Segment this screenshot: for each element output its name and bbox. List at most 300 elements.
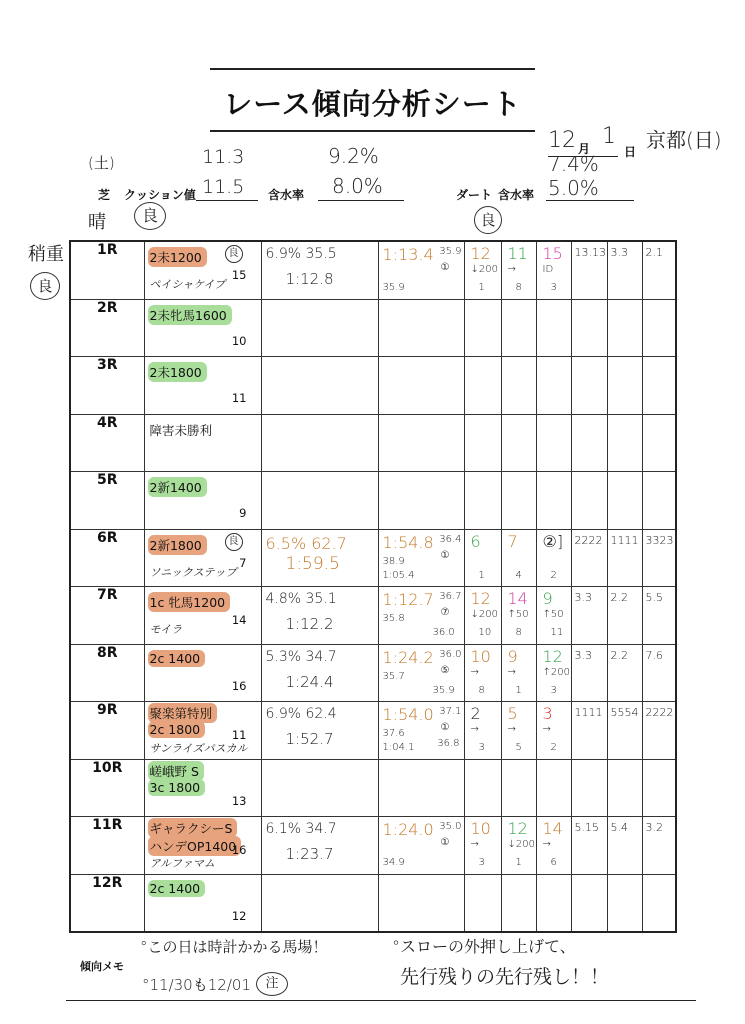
placing-cell [536, 644, 571, 702]
pace-cell [261, 817, 378, 875]
placing-horse-number: 10 [470, 646, 491, 666]
pace-time: 1:59.5 [285, 553, 340, 574]
placing-popularity: 10 [478, 627, 492, 638]
corner-cell [607, 817, 642, 875]
pace-first-half: 5.3% 34.7 [265, 648, 337, 665]
corner-cell [571, 299, 607, 357]
placing-cell [501, 357, 536, 415]
corner-cell [642, 874, 676, 932]
placing-box [537, 702, 571, 759]
race-number: 10R [70, 759, 144, 817]
time-cell [378, 472, 464, 530]
winning-time: 1:24.0 [382, 820, 434, 839]
placing-cell [501, 644, 536, 702]
runner-count: 16 [231, 678, 247, 693]
time-cell [378, 587, 464, 645]
month-label: 月 [578, 142, 591, 156]
race-condition: 3c 1800 [148, 779, 206, 796]
race-row [70, 874, 676, 932]
placing-cell [536, 874, 571, 932]
race-number: 11R [70, 817, 144, 875]
corner-cell [642, 644, 676, 702]
turf-moisture-value-2: 8.0% [332, 174, 383, 198]
day-label: 日 [624, 145, 637, 159]
placing-horse-number: 14 [542, 819, 563, 838]
venue-note: 京都(日) [646, 128, 722, 152]
corner-cell [607, 357, 642, 415]
time-box [379, 530, 464, 587]
placing-box [537, 242, 571, 299]
placing-horse-number: 2 [470, 704, 481, 723]
winner-name: サンライズパスカル [149, 742, 248, 755]
memo-rule [66, 1000, 696, 1001]
dirt-condition-circle: 良 [474, 206, 502, 234]
placing-move: → [542, 839, 551, 850]
placing-cell [464, 414, 501, 472]
placing-horse-number: 6 [470, 531, 481, 551]
race-row [70, 702, 676, 760]
corner-positions: 5.4 [610, 821, 628, 834]
placing-box [465, 242, 501, 299]
race-row [70, 587, 676, 645]
race-row [70, 472, 676, 530]
condition-mark: 良 [225, 533, 243, 551]
time-box [379, 817, 464, 874]
placing-cell [464, 759, 501, 817]
race-condition-box [145, 530, 261, 587]
placing-box [465, 587, 501, 644]
turf-label: 芝 [98, 188, 111, 202]
placing-cell [464, 817, 501, 875]
race-condition: 2未1200 [148, 247, 207, 267]
dirt-moisture-underline [546, 200, 634, 201]
time-cell [378, 299, 464, 357]
placing-cell [536, 357, 571, 415]
corner-cell [607, 472, 642, 530]
placing-cell [464, 472, 501, 530]
last-3f: 37.1 [439, 706, 462, 717]
race-condition: 1c 牝馬1200 [148, 592, 231, 612]
race-condition-box [145, 242, 261, 299]
corner-positions: 2.1 [645, 246, 663, 259]
memo-caution-circle: 注 [256, 972, 288, 996]
time-cell [378, 874, 464, 932]
pace-time: 1:23.7 [285, 845, 334, 863]
placing-cell [501, 702, 536, 760]
title-top-rule [210, 68, 535, 70]
runner-count: 13 [231, 793, 247, 808]
placing-popularity: 8 [478, 684, 485, 696]
race-condition-box [145, 472, 261, 529]
placing-horse-number: 5 [507, 704, 518, 723]
placing-cell [501, 529, 536, 587]
placing-popularity: 8 [515, 627, 522, 638]
race-name: 聚楽第特別 [148, 703, 218, 723]
corner-positions: 2222 [574, 533, 603, 547]
placing-box [465, 817, 501, 874]
placing-move: ↑50 [542, 609, 564, 620]
cushion-underline [196, 200, 258, 201]
race-condition: 障害未勝利 [149, 422, 213, 438]
placing-cell [536, 414, 571, 472]
placing-popularity: 11 [550, 627, 564, 638]
sheet-title: レース傾向分析シート [223, 87, 522, 121]
placing-horse-number: 9 [542, 589, 553, 608]
winning-time: 1:54.0 [382, 705, 434, 724]
runner-count: 9 [239, 506, 247, 520]
race-row [70, 817, 676, 875]
month-value: 12 [548, 128, 576, 153]
placing-cell [501, 472, 536, 530]
time-cell [378, 414, 464, 472]
race-condition-box [145, 702, 261, 759]
race-table [69, 240, 677, 933]
corner-cell [642, 587, 676, 645]
placing-box [502, 817, 536, 874]
memo-label: 傾向メモ [80, 960, 124, 973]
winner-popularity: ① [440, 262, 450, 273]
lap-extra-2: 36.8 [437, 738, 460, 749]
corner-cell [642, 472, 676, 530]
placing-cell [501, 759, 536, 817]
placing-cell [464, 644, 501, 702]
race-condition-cell [144, 874, 261, 932]
side-note-circle: 良 [30, 272, 60, 300]
placing-popularity: 8 [515, 282, 522, 293]
placing-cell [501, 299, 536, 357]
placing-popularity: 3 [478, 742, 485, 753]
corner-positions: 3.3 [574, 591, 592, 604]
placing-cell [464, 241, 501, 299]
runner-count: 11 [231, 391, 247, 405]
corner-positions: 5.15 [574, 821, 599, 834]
first-3f: 35.7 [382, 670, 405, 682]
corner-cell [642, 414, 676, 472]
corner-cell [642, 529, 676, 587]
lap-extra: 35.9 [432, 684, 455, 696]
pace-time: 1:12.2 [285, 615, 334, 633]
placing-cell [464, 529, 501, 587]
race-number: 6R [70, 529, 144, 587]
corner-cell [607, 299, 642, 357]
pace-cell [261, 644, 378, 702]
memo-left-line-1: °この日は時計かかる馬場！ [140, 938, 328, 956]
placing-cell [501, 587, 536, 645]
placing-popularity: 3 [478, 857, 485, 868]
placing-popularity: 1 [478, 282, 485, 293]
placing-popularity: 1 [515, 684, 522, 696]
placing-box [502, 530, 536, 587]
race-row [70, 414, 676, 472]
winning-time: 1:54.8 [382, 532, 434, 552]
memo-left-line-2: °11/30も12/01 [142, 976, 251, 994]
placing-box [537, 530, 571, 587]
placing-move: ↓200 [507, 839, 535, 850]
placing-move: → [542, 724, 551, 735]
placing-move: → [470, 839, 479, 850]
corner-cell [571, 874, 607, 932]
race-condition: 2c 1400 [148, 650, 206, 667]
placing-horse-number: 7 [507, 531, 518, 551]
winner-popularity: ① [440, 837, 450, 848]
saturday-note: (土) [88, 154, 115, 172]
runner-count: 11 [231, 728, 247, 742]
placing-box [502, 645, 536, 702]
turf-moisture-underline [318, 200, 404, 201]
race-row [70, 241, 676, 299]
corner-positions: 5.5 [645, 591, 663, 604]
race-condition-cell [144, 529, 261, 587]
corner-cell [571, 414, 607, 472]
condition-mark: 良 [225, 245, 243, 263]
placing-popularity: 3 [550, 282, 557, 293]
race-condition-cell [144, 644, 261, 702]
corner-cell [571, 529, 607, 587]
race-condition: 2未牝馬1600 [148, 305, 232, 325]
placing-cell [501, 817, 536, 875]
placing-popularity: 2 [550, 742, 557, 753]
race-condition-cell [144, 241, 261, 299]
pace-first-half: 6.1% 34.7 [265, 821, 337, 837]
time-cell [378, 817, 464, 875]
winner-name: ソニックステップ [149, 565, 237, 579]
race-condition: ハンデOP1400 [148, 836, 242, 856]
last-3f: 35.0 [439, 821, 462, 832]
placing-horse-number: 15 [542, 244, 563, 263]
pace-cell [261, 529, 378, 587]
race-condition-cell [144, 357, 261, 415]
dirt-moisture-value-1: 7.4% [548, 152, 599, 176]
title-bottom-rule [210, 130, 535, 132]
corner-cell [642, 299, 676, 357]
winner-popularity: ⑦ [440, 607, 450, 618]
race-number: 9R [70, 702, 144, 760]
race-condition-box [145, 760, 261, 817]
placing-horse-number: 10 [470, 819, 491, 838]
race-condition-box [145, 875, 261, 932]
pace-time: 1:12.8 [285, 270, 334, 288]
corner-cell [571, 241, 607, 299]
race-condition-cell [144, 472, 261, 530]
race-row [70, 529, 676, 587]
runner-count: 10 [231, 333, 247, 348]
race-condition-box [145, 357, 261, 414]
race-condition: 2c 1800 [148, 721, 206, 738]
placing-cell [464, 702, 501, 760]
placing-box [465, 530, 501, 587]
cushion-value-2: 11.5 [202, 176, 245, 198]
placing-cell [464, 874, 501, 932]
corner-positions: 3.3 [574, 648, 592, 662]
first-3f: 37.6 [382, 728, 405, 739]
placing-horse-number: 14 [507, 589, 528, 608]
pace-box [262, 817, 378, 874]
placing-horse-number: 12 [470, 244, 491, 263]
winner-name: ペイシャケイプ [149, 278, 226, 291]
placing-box [537, 645, 571, 702]
time-cell [378, 759, 464, 817]
corner-cell [571, 587, 607, 645]
day-value: 1 [602, 124, 616, 149]
lap-extra: 1:04.1 [382, 742, 415, 753]
corner-cell [571, 702, 607, 760]
pace-box [262, 530, 378, 587]
corner-positions: 7.6 [645, 648, 663, 662]
turf-moisture-label: 含水率 [268, 188, 305, 202]
dirt-label: ダート [456, 188, 493, 202]
lap-extra: 36.0 [432, 627, 455, 638]
dirt-moisture-label: 含水率 [498, 188, 535, 202]
corner-positions: 2222 [645, 706, 674, 719]
last-3f: 36.0 [439, 648, 462, 660]
placing-cell [501, 241, 536, 299]
corner-cell [642, 817, 676, 875]
pace-cell [261, 299, 378, 357]
placing-box [537, 587, 571, 644]
last-3f: 36.7 [439, 591, 462, 602]
race-condition: 2新1400 [148, 477, 207, 497]
pace-cell [261, 357, 378, 415]
pace-box [262, 242, 378, 299]
winning-time: 1:12.7 [382, 590, 434, 609]
placing-box [502, 702, 536, 759]
placing-move: ↓200 [470, 264, 498, 275]
corner-cell [571, 759, 607, 817]
race-condition-box [145, 300, 261, 357]
race-condition-cell [144, 759, 261, 817]
pace-cell [261, 587, 378, 645]
placing-cell [536, 759, 571, 817]
memo-right-line-1: °スローの外押し上げて、 [392, 937, 576, 956]
corner-positions: 2.2 [610, 648, 628, 662]
race-condition-box [145, 587, 261, 644]
placing-cell [536, 587, 571, 645]
time-box [379, 702, 464, 759]
race-number: 5R [70, 472, 144, 530]
placing-horse-number: 9 [507, 646, 518, 666]
placing-popularity: 2 [550, 569, 557, 581]
placing-popularity: 4 [515, 569, 522, 581]
corner-cell [607, 644, 642, 702]
last-3f: 35.9 [439, 246, 462, 257]
pace-cell [261, 414, 378, 472]
race-condition-cell [144, 414, 261, 472]
placing-popularity: 6 [550, 857, 557, 868]
placing-popularity: 5 [515, 742, 522, 753]
runner-count: 14 [231, 613, 247, 627]
runner-count: 15 [231, 268, 247, 282]
placing-cell [464, 587, 501, 645]
corner-cell [642, 759, 676, 817]
placing-move: → [507, 724, 516, 735]
placing-horse-number: 11 [507, 244, 528, 263]
pace-first-half: 4.8% 35.1 [265, 591, 337, 607]
pace-cell [261, 874, 378, 932]
corner-cell [642, 357, 676, 415]
winning-time: 1:24.2 [382, 647, 434, 667]
placing-box [502, 242, 536, 299]
turf-condition-circle: 良 [134, 202, 166, 230]
corner-cell [642, 702, 676, 760]
placing-cell [536, 529, 571, 587]
corner-cell [607, 874, 642, 932]
placing-cell [464, 357, 501, 415]
race-condition-box [145, 817, 261, 874]
corner-cell [571, 644, 607, 702]
race-condition-cell [144, 587, 261, 645]
placing-popularity: 1 [478, 569, 485, 581]
placing-cell [536, 817, 571, 875]
race-condition: 2c 1400 [148, 880, 206, 897]
corner-cell [642, 241, 676, 299]
placing-cell [464, 299, 501, 357]
pace-time: 1:52.7 [285, 730, 334, 748]
corner-positions: 3323 [645, 533, 674, 547]
memo-right-line-2: 先行残りの先行残し！！ [400, 966, 610, 988]
placing-cell [501, 874, 536, 932]
corner-cell [607, 241, 642, 299]
time-cell [378, 644, 464, 702]
pace-first-half: 6.9% 35.5 [265, 246, 337, 262]
pace-box [262, 702, 378, 759]
time-box [379, 587, 464, 644]
placing-move: ↑200 [542, 666, 570, 678]
corner-cell [571, 357, 607, 415]
dirt-moisture-value-2: 5.0% [548, 176, 599, 200]
last-3f: 36.4 [439, 533, 462, 545]
placing-move: → [470, 666, 479, 678]
corner-positions: 5554 [610, 706, 639, 719]
race-number: 7R [70, 587, 144, 645]
placing-cell [536, 702, 571, 760]
corner-cell [571, 472, 607, 530]
winner-popularity: ① [440, 549, 450, 561]
race-row [70, 644, 676, 702]
race-number: 8R [70, 644, 144, 702]
first-3f: 35.8 [382, 613, 405, 624]
winner-popularity: ① [440, 722, 450, 733]
time-cell [378, 702, 464, 760]
placing-horse-number: 12 [470, 589, 491, 608]
race-name: 嵯峨野 S [148, 761, 204, 781]
pace-cell [261, 472, 378, 530]
race-condition-box [145, 415, 261, 472]
placing-cell [536, 241, 571, 299]
pace-cell [261, 241, 378, 299]
race-number: 4R [70, 414, 144, 472]
placing-cell [501, 414, 536, 472]
corner-cell [571, 817, 607, 875]
winner-name: アルファマム [149, 857, 215, 870]
placing-move: ID [542, 264, 554, 275]
weather-note: 晴 [88, 212, 106, 233]
placing-box [502, 587, 536, 644]
race-number: 3R [70, 357, 144, 415]
winning-time: 1:13.4 [382, 245, 434, 264]
first-3f: 35.9 [382, 282, 405, 293]
race-condition-cell [144, 817, 261, 875]
turf-moisture-value-1: 9.2% [328, 144, 379, 168]
winner-name: モイラ [149, 623, 183, 636]
lap-extra: 1:05.4 [382, 569, 415, 581]
corner-positions: 3.3 [610, 246, 628, 259]
race-condition: 2新1800 [148, 535, 207, 555]
placing-move: → [507, 666, 516, 678]
pace-first-half: 6.5% 62.7 [265, 533, 347, 553]
time-cell [378, 357, 464, 415]
sheet-title-block [210, 68, 535, 136]
race-row [70, 299, 676, 357]
